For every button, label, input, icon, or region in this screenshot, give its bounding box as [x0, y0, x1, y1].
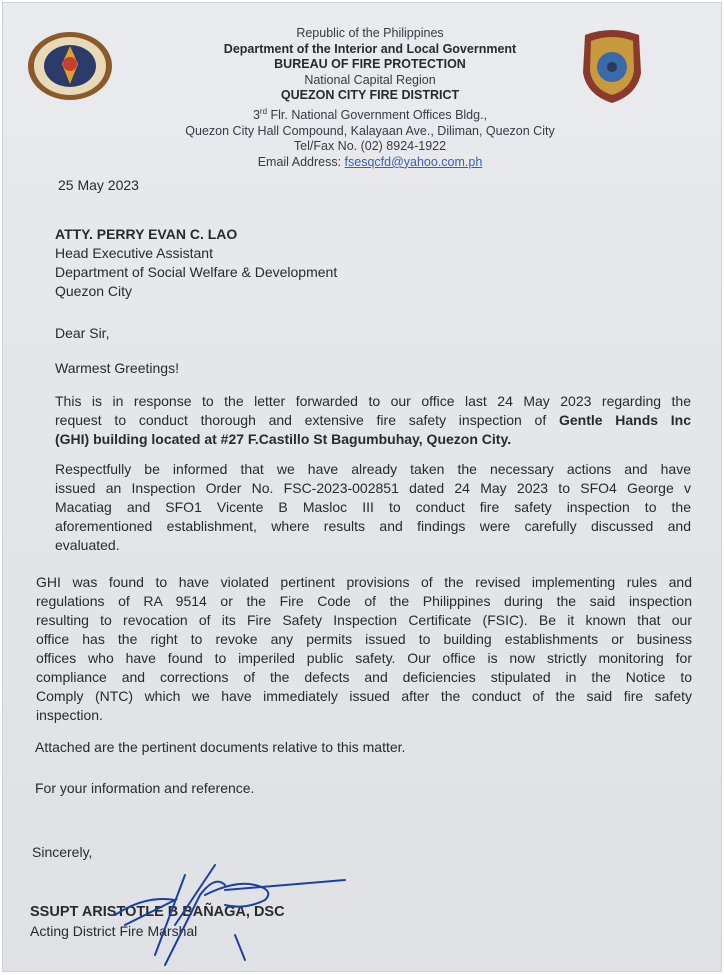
- addressee-title: Head Executive Assistant: [55, 245, 213, 261]
- paragraph-line: regulations of RA 9514 or the Fire Code of the Philippines during the said inspection: [36, 593, 692, 609]
- email-label: Email Address:: [257, 154, 345, 169]
- signatory-title: Acting District Fire Marshal: [30, 923, 198, 939]
- floor-suffix: rd: [259, 106, 268, 116]
- email-link[interactable]: fsesqcfd@yahoo.com.ph: [344, 154, 483, 169]
- letterhead-bureau: BUREAU OF FIRE PROTECTION: [274, 57, 466, 72]
- letterhead-email-line: [140, 155, 600, 171]
- address-building: Flr. National Government Offices Bldg.,: [267, 108, 488, 123]
- attached-note: Attached are the pertinent documents relative to this matter.: [35, 739, 406, 755]
- for-info-note: For your information and reference.: [35, 780, 255, 796]
- bfp-seal-logo: [26, 30, 114, 102]
- letterhead-district: QUEZON CITY FIRE DISTRICT: [280, 88, 460, 103]
- floor-number: 3: [252, 108, 260, 123]
- signatory-name: SSUPT ARISTOTLE B BAÑAGA, DSC: [30, 904, 285, 920]
- paragraph-line: Respectfully be informed that we have already taken the necessary actions and have: [55, 461, 691, 477]
- paragraph-line: office has the right to revoke any permits issued to building establishments or business: [36, 631, 692, 647]
- handwritten-signature: [105, 855, 365, 975]
- letterhead-region: National Capital Region: [304, 72, 436, 87]
- letterhead-tel: Tel/Fax No. (02) 8924-1922: [293, 139, 447, 154]
- paragraph-line: This is in response to the letter forwarded to our office last 24 May 2023 regarding the: [55, 393, 691, 409]
- paragraph-line: inspection.: [36, 707, 103, 723]
- letterhead-republic: Republic of the Philippines: [296, 26, 444, 40]
- paragraph-line: evaluated.: [55, 537, 120, 553]
- company-name: Gentle Hands Inc: [558, 412, 692, 428]
- letterhead-department: Department of the Interior and Local Government: [223, 41, 517, 56]
- closing: Sincerely,: [32, 844, 93, 860]
- letterhead: [140, 26, 600, 171]
- letterhead-address1: [140, 104, 600, 124]
- greeting: Warmest Greetings!: [55, 360, 179, 376]
- paragraph-1: [55, 392, 691, 449]
- paragraph-2: [55, 460, 691, 555]
- paragraph-line: resulting to revocation of its Fire Safety Inspection Certificate (FSIC). Be it known that our: [36, 612, 692, 628]
- paragraph-line: Macatiag and SFO1 Vicente B Masloc III to conduct fire safety inspection to the: [55, 499, 691, 515]
- addressee-name: ATTY. PERRY EVAN C. LAO: [55, 226, 238, 242]
- paragraph-3: [36, 573, 692, 725]
- paragraph-line: Comply (NTC) which we have immediately issued after the conduct of the said fire safety: [36, 688, 692, 704]
- addressee-city: Quezon City: [55, 283, 133, 299]
- paragraph-line: GHI was found to have violated pertinent provisions of the revised implementing rules and: [36, 574, 692, 590]
- letter-date: 25 May 2023: [58, 177, 139, 193]
- paragraph-line: offices who have found to imperiled public safety. Our office is now strictly monitoring for: [36, 650, 692, 666]
- paragraph-line: issued an Inspection Order No. FSC-2023-002851 dated 24 May 2023 to SFO4 George v: [55, 480, 691, 496]
- paragraph-line: (GHI) building located at #27 F.Castillo St Bagumbuhay, Quezon City.: [55, 431, 512, 447]
- letterhead-address2: Quezon City Hall Compound, Kalayaan Ave., Diliman, Quezon City: [185, 123, 555, 138]
- paragraph-line: aforementioned establishment, where results and findings were carefully discussed and: [55, 518, 691, 534]
- paragraph-line: compliance and corrections of the defects and deficiencies stipulated in the Notice to: [36, 669, 692, 685]
- addressee-block: [55, 225, 337, 301]
- salutation: Dear Sir,: [55, 325, 110, 341]
- addressee-org: Department of Social Welfare & Development: [55, 264, 338, 280]
- paragraph-line: request to conduct thorough and extensive fire safety inspection of Gentle Hands Inc: [55, 412, 692, 428]
